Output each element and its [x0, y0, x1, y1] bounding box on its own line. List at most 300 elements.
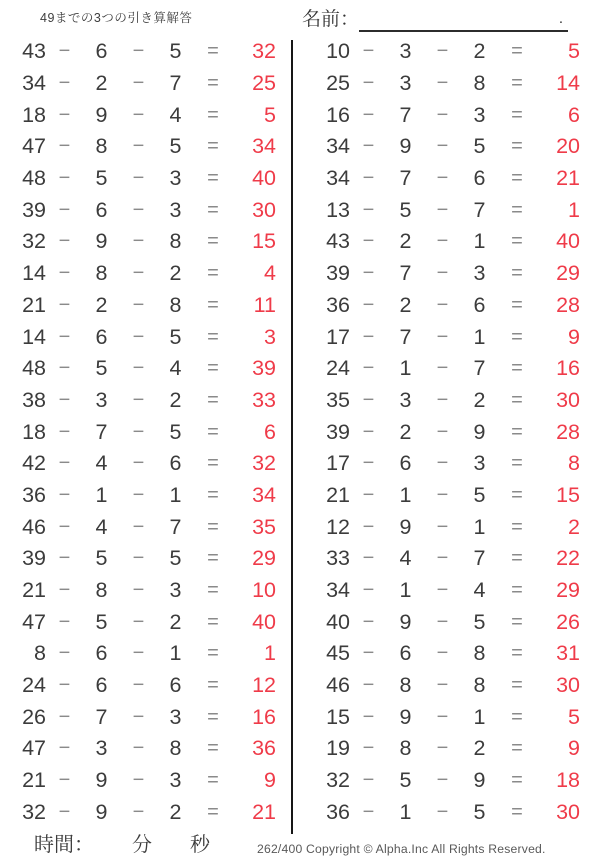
equals-sign: = [207, 293, 219, 316]
answer-value: 39 [252, 356, 276, 381]
minus-sign: − [436, 388, 449, 411]
problem-row [6, 733, 276, 765]
problem-row [310, 163, 580, 195]
operand-3: 5 [169, 419, 182, 444]
minus-sign: − [58, 420, 71, 443]
operand-2: 7 [399, 324, 412, 349]
equals-sign: = [207, 388, 219, 411]
problem-row [310, 131, 580, 163]
operand-3: 7 [169, 514, 182, 539]
equals-sign: = [511, 72, 523, 95]
operand-1: 21 [326, 482, 350, 507]
minus-sign: − [362, 262, 375, 285]
minus-sign: − [58, 167, 71, 190]
equals-sign: = [511, 293, 523, 316]
problem-row [6, 163, 276, 195]
minus-sign: − [58, 610, 71, 633]
answer-value: 30 [556, 387, 580, 412]
answer-value: 31 [556, 641, 580, 666]
answer-value: 30 [556, 799, 580, 824]
equals-sign: = [207, 198, 219, 221]
problem-row [6, 416, 276, 448]
minus-sign: − [58, 483, 71, 506]
minus-sign: − [436, 167, 449, 190]
minus-sign: − [436, 515, 449, 538]
problem-row [310, 321, 580, 353]
operand-3: 2 [169, 261, 182, 286]
problem-row [310, 353, 580, 385]
minus-sign: − [132, 705, 145, 728]
minus-sign: − [436, 72, 449, 95]
minus-sign: − [58, 325, 71, 348]
operand-1: 8 [34, 641, 46, 666]
minus-sign: − [132, 388, 145, 411]
operand-3: 5 [473, 134, 486, 159]
operand-1: 21 [22, 768, 46, 793]
answer-value: 9 [264, 768, 276, 793]
minus-sign: − [132, 483, 145, 506]
operand-3: 1 [473, 229, 486, 254]
operand-1: 45 [326, 641, 350, 666]
operand-2: 1 [95, 482, 108, 507]
problem-row [310, 416, 580, 448]
minus-sign: − [436, 642, 449, 665]
operand-2: 6 [399, 641, 412, 666]
operand-1: 25 [326, 71, 350, 96]
equals-sign: = [511, 135, 523, 158]
operand-1: 42 [22, 451, 46, 476]
minus-sign: − [132, 547, 145, 570]
operand-2: 6 [95, 197, 108, 222]
equals-sign: = [511, 610, 523, 633]
operand-1: 34 [326, 166, 350, 191]
minus-sign: − [362, 167, 375, 190]
operand-2: 9 [399, 514, 412, 539]
equals-sign: = [207, 483, 219, 506]
problem-row [6, 543, 276, 575]
equals-sign: = [207, 452, 219, 475]
operand-3: 3 [169, 166, 182, 191]
equals-sign: = [511, 642, 523, 665]
minus-sign: − [58, 357, 71, 380]
minus-sign: − [58, 135, 71, 158]
minus-sign: − [58, 452, 71, 475]
operand-2: 9 [95, 102, 108, 127]
operand-3: 5 [473, 799, 486, 824]
operand-3: 5 [473, 482, 486, 507]
minus-sign: − [132, 293, 145, 316]
equals-sign: = [511, 388, 523, 411]
operand-3: 9 [473, 768, 486, 793]
minus-sign: − [58, 103, 71, 126]
minus-sign: − [58, 547, 71, 570]
equals-sign: = [511, 547, 523, 570]
operand-2: 8 [95, 578, 108, 603]
operand-3: 3 [169, 768, 182, 793]
minus-sign: − [362, 452, 375, 475]
minus-sign: − [436, 325, 449, 348]
operand-3: 4 [473, 578, 486, 603]
equals-sign: = [207, 579, 219, 602]
operand-1: 24 [22, 673, 46, 698]
equals-sign: = [511, 357, 523, 380]
minus-sign: − [436, 40, 449, 63]
problem-row [310, 68, 580, 100]
equals-sign: = [511, 705, 523, 728]
answer-value: 9 [568, 324, 580, 349]
operand-3: 7 [473, 546, 486, 571]
equals-sign: = [511, 452, 523, 475]
problem-row [310, 638, 580, 670]
answer-value: 9 [568, 736, 580, 761]
minus-sign: − [362, 515, 375, 538]
operand-2: 7 [399, 102, 412, 127]
equals-sign: = [207, 705, 219, 728]
answer-value: 33 [252, 387, 276, 412]
time-label: 時間： [34, 834, 94, 856]
minus-sign: − [362, 420, 375, 443]
minus-sign: − [58, 769, 71, 792]
answer-value: 11 [253, 292, 276, 317]
problems-column-left [6, 36, 276, 828]
problem-row [310, 765, 580, 797]
minus-sign: − [132, 325, 145, 348]
minus-sign: − [132, 610, 145, 633]
problem-row [310, 575, 580, 607]
problem-row [310, 226, 580, 258]
answer-value: 5 [264, 102, 276, 127]
answer-value: 14 [556, 71, 580, 96]
minus-sign: − [132, 420, 145, 443]
operand-1: 47 [22, 736, 46, 761]
operand-3: 8 [169, 292, 182, 317]
minus-sign: − [132, 674, 145, 697]
operand-1: 13 [326, 197, 350, 222]
problem-row [310, 385, 580, 417]
problem-row [6, 194, 276, 226]
problem-row [6, 765, 276, 797]
operand-1: 21 [22, 578, 46, 603]
answer-value: 40 [252, 166, 276, 191]
operand-3: 6 [169, 451, 182, 476]
equals-sign: = [207, 357, 219, 380]
equals-sign: = [207, 674, 219, 697]
operand-1: 18 [22, 419, 46, 444]
minus-sign: − [362, 293, 375, 316]
time-field [33, 828, 220, 860]
minus-sign: − [436, 452, 449, 475]
problem-row [6, 448, 276, 480]
operand-3: 2 [473, 736, 486, 761]
operand-1: 34 [326, 134, 350, 159]
operand-1: 39 [22, 546, 46, 571]
equals-sign: = [511, 198, 523, 221]
problem-row [6, 258, 276, 290]
answer-value: 30 [556, 673, 580, 698]
operand-3: 2 [169, 799, 182, 824]
minus-sign: − [58, 72, 71, 95]
minus-sign: − [362, 40, 375, 63]
answer-value: 8 [568, 451, 580, 476]
equals-sign: = [207, 420, 219, 443]
answer-value: 30 [252, 197, 276, 222]
equals-sign: = [511, 515, 523, 538]
operand-2: 6 [399, 451, 412, 476]
operand-1: 32 [22, 229, 46, 254]
operand-2: 6 [95, 39, 108, 64]
minus-sign: − [362, 705, 375, 728]
operand-1: 38 [22, 387, 46, 412]
minus-sign: − [362, 547, 375, 570]
operand-2: 5 [399, 768, 412, 793]
problem-row [6, 480, 276, 512]
minus-sign: − [362, 103, 375, 126]
operand-2: 9 [95, 229, 108, 254]
problem-row [6, 226, 276, 258]
equals-sign: = [207, 800, 219, 823]
answer-value: 15 [556, 482, 580, 507]
operand-1: 21 [22, 292, 46, 317]
operand-3: 3 [169, 578, 182, 603]
equals-sign: = [207, 40, 219, 63]
operand-3: 7 [473, 197, 486, 222]
name-blank-line: . [359, 6, 568, 32]
problem-row [6, 131, 276, 163]
operand-1: 43 [22, 39, 46, 64]
operand-2: 3 [399, 71, 412, 96]
operand-2: 5 [95, 609, 108, 634]
operand-3: 4 [169, 102, 182, 127]
answer-value: 35 [252, 514, 276, 539]
minus-sign: − [58, 515, 71, 538]
operand-3: 5 [169, 324, 182, 349]
equals-sign: = [207, 167, 219, 190]
answer-value: 22 [556, 546, 580, 571]
operand-1: 19 [326, 736, 350, 761]
operand-2: 6 [95, 673, 108, 698]
equals-sign: = [511, 167, 523, 190]
operand-2: 3 [399, 387, 412, 412]
minus-sign: − [132, 135, 145, 158]
minus-sign: − [436, 674, 449, 697]
minus-sign: − [132, 800, 145, 823]
problem-row [6, 575, 276, 607]
equals-sign: = [511, 40, 523, 63]
problem-row [6, 670, 276, 702]
problem-row [6, 797, 276, 829]
operand-1: 17 [326, 451, 350, 476]
operand-1: 26 [22, 704, 46, 729]
minus-sign: − [132, 72, 145, 95]
equals-sign: = [511, 769, 523, 792]
minus-sign: − [436, 230, 449, 253]
operand-2: 9 [95, 799, 108, 824]
minus-sign: − [132, 452, 145, 475]
operand-3: 8 [169, 229, 182, 254]
equals-sign: = [207, 737, 219, 760]
operand-2: 4 [399, 546, 412, 571]
problem-row [6, 353, 276, 385]
operand-1: 14 [22, 324, 46, 349]
operand-2: 1 [399, 578, 412, 603]
answer-value: 29 [252, 546, 276, 571]
minus-sign: − [58, 800, 71, 823]
operand-1: 47 [22, 134, 46, 159]
operand-3: 8 [169, 736, 182, 761]
equals-sign: = [207, 642, 219, 665]
answer-value: 40 [252, 609, 276, 634]
operand-1: 32 [326, 768, 350, 793]
operand-3: 8 [473, 71, 486, 96]
minus-sign: − [58, 388, 71, 411]
operand-1: 36 [326, 292, 350, 317]
minus-sign: − [362, 230, 375, 253]
answer-value: 1 [568, 197, 580, 222]
minus-sign: − [436, 705, 449, 728]
problem-row [310, 701, 580, 733]
operand-2: 1 [399, 482, 412, 507]
operand-3: 1 [169, 482, 182, 507]
operand-1: 17 [326, 324, 350, 349]
operand-2: 5 [95, 166, 108, 191]
answer-value: 5 [568, 704, 580, 729]
minus-sign: − [362, 737, 375, 760]
minutes-label: 分 [132, 834, 152, 856]
operand-1: 36 [22, 482, 46, 507]
operand-2: 2 [399, 292, 412, 317]
minus-sign: − [436, 103, 449, 126]
operand-1: 47 [22, 609, 46, 634]
minus-sign: − [58, 293, 71, 316]
problem-row [6, 385, 276, 417]
answer-value: 28 [556, 292, 580, 317]
minus-sign: − [132, 40, 145, 63]
operand-2: 6 [95, 641, 108, 666]
minus-sign: − [436, 483, 449, 506]
minus-sign: − [132, 167, 145, 190]
answer-value: 4 [264, 261, 276, 286]
equals-sign: = [207, 262, 219, 285]
operand-2: 4 [95, 514, 108, 539]
operand-2: 9 [95, 768, 108, 793]
problem-row [6, 68, 276, 100]
minus-sign: − [362, 800, 375, 823]
operand-3: 3 [473, 451, 486, 476]
operand-2: 5 [399, 197, 412, 222]
minus-sign: − [362, 198, 375, 221]
operand-3: 1 [473, 704, 486, 729]
answer-value: 32 [252, 39, 276, 64]
problem-row [310, 290, 580, 322]
operand-2: 5 [95, 546, 108, 571]
answer-value: 26 [556, 609, 580, 634]
equals-sign: = [511, 579, 523, 602]
minus-sign: − [132, 262, 145, 285]
minus-sign: − [132, 515, 145, 538]
minus-sign: − [58, 198, 71, 221]
equals-sign: = [207, 72, 219, 95]
minus-sign: − [436, 357, 449, 380]
answer-value: 32 [252, 451, 276, 476]
answer-value: 29 [556, 261, 580, 286]
minus-sign: − [362, 325, 375, 348]
problem-row [6, 701, 276, 733]
equals-sign: = [207, 135, 219, 158]
equals-sign: = [207, 610, 219, 633]
operand-2: 2 [399, 229, 412, 254]
operand-2: 1 [399, 799, 412, 824]
operand-3: 9 [473, 419, 486, 444]
minus-sign: − [362, 483, 375, 506]
operand-2: 6 [95, 324, 108, 349]
equals-sign: = [207, 230, 219, 253]
minus-sign: − [436, 262, 449, 285]
operand-1: 16 [326, 102, 350, 127]
operand-3: 3 [473, 102, 486, 127]
equals-sign: = [511, 325, 523, 348]
answer-value: 3 [264, 324, 276, 349]
problem-row [310, 448, 580, 480]
answer-value: 28 [556, 419, 580, 444]
problem-row [310, 36, 580, 68]
operand-3: 1 [473, 324, 486, 349]
answer-value: 1 [264, 641, 276, 666]
answer-value: 36 [252, 736, 276, 761]
answer-value: 15 [252, 229, 276, 254]
equals-sign: = [511, 230, 523, 253]
operand-1: 36 [326, 799, 350, 824]
problems-column-right [310, 36, 580, 828]
problem-row [310, 543, 580, 575]
minus-sign: − [58, 40, 71, 63]
equals-sign: = [511, 262, 523, 285]
operand-3: 4 [169, 356, 182, 381]
equals-sign: = [207, 769, 219, 792]
operand-2: 7 [399, 261, 412, 286]
answer-value: 10 [252, 578, 276, 603]
minus-sign: − [436, 610, 449, 633]
minus-sign: − [436, 579, 449, 602]
operand-2: 8 [95, 261, 108, 286]
name-field-row [302, 4, 568, 32]
problem-row [6, 606, 276, 638]
operand-3: 2 [473, 387, 486, 412]
minus-sign: − [58, 230, 71, 253]
operand-1: 43 [326, 229, 350, 254]
copyright-text: 262/400 Copyright © Alpha.Inc All Rights Reserved. [257, 842, 546, 856]
problem-row [6, 638, 276, 670]
problem-row [310, 258, 580, 290]
equals-sign: = [207, 547, 219, 570]
operand-1: 39 [326, 419, 350, 444]
answer-value: 20 [556, 134, 580, 159]
operand-1: 40 [326, 609, 350, 634]
problem-row [310, 733, 580, 765]
operand-3: 2 [169, 609, 182, 634]
operand-2: 7 [399, 166, 412, 191]
problem-row [6, 511, 276, 543]
problem-row [310, 606, 580, 638]
answer-value: 40 [556, 229, 580, 254]
operand-2: 1 [399, 356, 412, 381]
operand-3: 1 [473, 514, 486, 539]
operand-2: 9 [399, 134, 412, 159]
operand-2: 3 [399, 39, 412, 64]
answer-value: 2 [568, 514, 580, 539]
operand-1: 46 [22, 514, 46, 539]
operand-2: 3 [95, 387, 108, 412]
operand-1: 46 [326, 673, 350, 698]
